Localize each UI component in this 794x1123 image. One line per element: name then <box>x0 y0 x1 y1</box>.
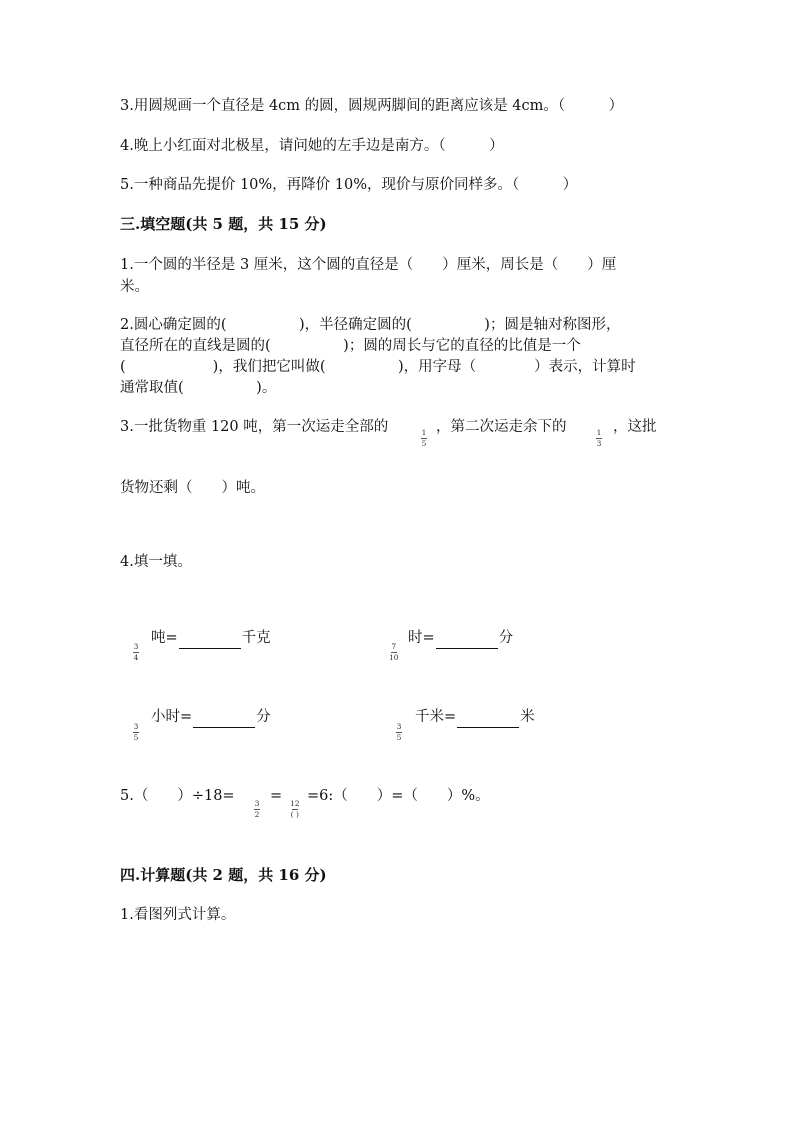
calc-question-1: 1.看图列式计算。 <box>120 907 236 923</box>
unit-to: 米 <box>520 709 535 725</box>
fraction-numerator: 3 <box>254 799 260 808</box>
fraction-three-halves <box>254 800 260 819</box>
conversion-fraction <box>133 723 139 742</box>
unit-from: 时= <box>408 630 435 646</box>
judge-question-3: 3.用圆规画一个直径是 4cm 的圆，圆规两脚间的距离应该是 4cm。（ ） <box>120 98 624 114</box>
fill-question-4-title: 4.填一填。 <box>120 554 192 570</box>
unit-to: 分 <box>498 630 514 646</box>
fill-question-1-line-1: 1.一个圆的半径是 3 厘米，这个圆的直径是（ ）厘米，周长是（ ）厘 <box>120 257 617 273</box>
fraction-numerator: 1 <box>421 428 427 437</box>
fraction-denominator: 5 <box>396 733 402 742</box>
unit-to: 千克 <box>241 630 271 646</box>
answer-blank[interactable] <box>193 712 255 728</box>
fraction-numerator: 12 <box>290 799 300 808</box>
fill-question-2-line-4: 通常取值( )。 <box>120 380 277 396</box>
unit-to: 分 <box>256 709 271 725</box>
fraction-numerator: 1 <box>596 428 602 437</box>
fraction-denominator: 10 <box>389 653 399 662</box>
judge-question-4: 4.晚上小红面对北极星，请问她的左手边是南方。（ ） <box>120 138 504 154</box>
fraction-denominator: 5 <box>421 439 427 448</box>
fraction-one-fifth <box>421 429 427 448</box>
fraction-denominator: 2 <box>254 810 260 819</box>
fill-question-2-line-1: 2.圆心确定圆的( )，半径确定圆的( )；圆是轴对称图形， <box>120 317 621 333</box>
fraction-denominator: 4 <box>133 653 139 662</box>
fill-question-3-part-1: 3.一批货物重 120 吨，第一次运走全部的 <box>120 419 389 435</box>
fraction-denominator: ( ) <box>290 810 299 819</box>
fill-question-5-equals: = <box>270 788 283 804</box>
fill-question-3-part-3: ，这批 <box>613 419 657 435</box>
fraction-one-third <box>596 429 602 448</box>
fill-question-5-part-1: 5.（ ）÷18= <box>120 788 235 804</box>
conversion-fraction <box>396 723 402 742</box>
fraction-numerator: 3 <box>133 642 139 651</box>
conversion-fraction <box>389 643 399 662</box>
fraction-twelve-over-blank <box>290 800 300 819</box>
unit-from: 小时= <box>151 709 193 725</box>
fill-question-1-line-2: 米。 <box>120 279 149 295</box>
answer-blank[interactable] <box>436 633 498 649</box>
section-3-title: 三.填空题(共 5 题，共 15 分) <box>120 215 327 233</box>
section-4-title: 四.计算题(共 2 题，共 16 分) <box>120 866 327 884</box>
fraction-denominator: 5 <box>133 733 139 742</box>
fraction-denominator: 3 <box>596 439 602 448</box>
fill-question-5-part-2: =6:（ ）=（ ）%。 <box>307 788 490 804</box>
fill-question-2-line-2: 直径所在的直线是圆的( )；圆的周长与它的直径的比值是一个 <box>120 338 581 354</box>
unit-from: 千米= <box>415 709 457 725</box>
fill-question-3-part-2: ，第二次运走余下的 <box>436 419 567 435</box>
judge-question-5: 5.一种商品先提价 10%，再降价 10%，现价与原价同样多。（ ） <box>120 177 578 193</box>
fill-question-3-line-2: 货物还剩（ ）吨。 <box>120 480 265 496</box>
fraction-numerator: 3 <box>396 722 402 731</box>
unit-from: 吨= <box>151 630 178 646</box>
fill-question-2-line-3: ( )，我们把它叫做( )，用字母（ ）表示，计算时 <box>120 359 636 375</box>
fraction-numerator: 3 <box>133 722 139 731</box>
fraction-numerator: 7 <box>391 642 397 651</box>
answer-blank[interactable] <box>457 712 519 728</box>
answer-blank[interactable] <box>179 633 241 649</box>
conversion-fraction <box>133 643 139 662</box>
